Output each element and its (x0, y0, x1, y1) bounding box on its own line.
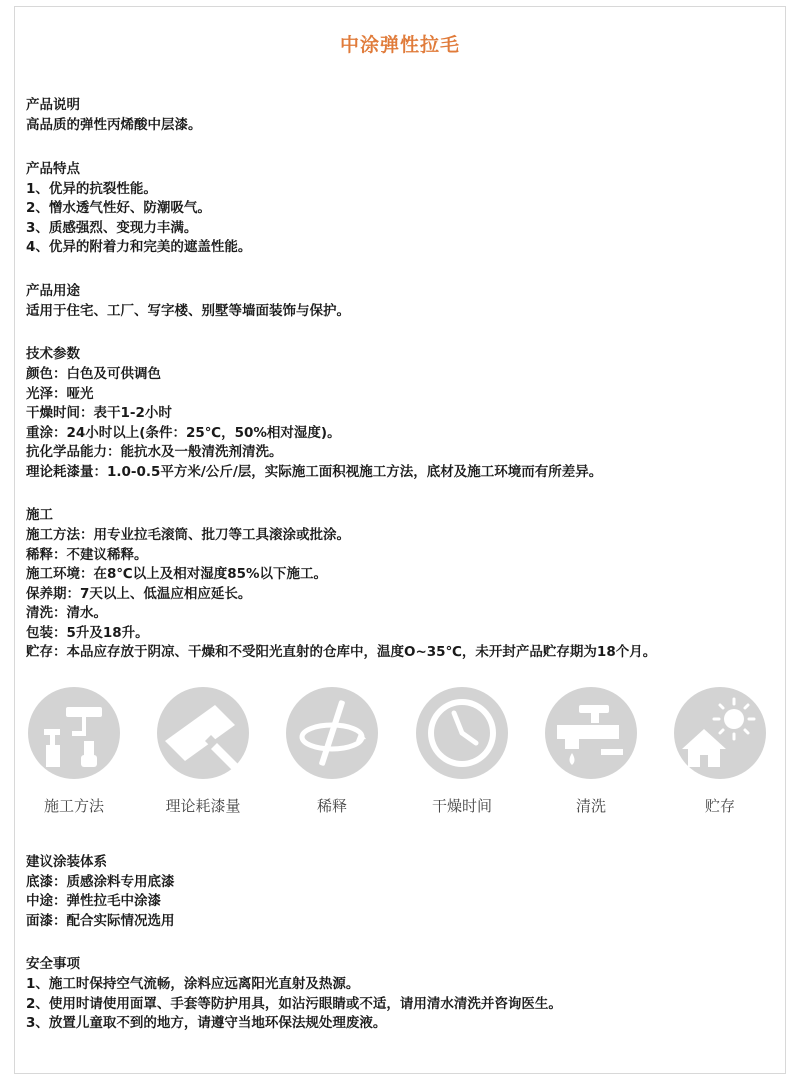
section-heading: 技术参数 (26, 346, 80, 362)
section-line: 3、放置儿童取不到的地方，请遵守当地环保法规处理废液。 (26, 1015, 387, 1031)
faucet-icon (543, 685, 639, 781)
icon-label: 干燥时间 (431, 796, 492, 815)
icon-label: 贮存 (704, 796, 735, 815)
section-line: 1、施工时保持空气流畅，涂料应远离阳光直射及热源。 (26, 976, 360, 992)
section-line: 高品质的弹性丙烯酸中层漆。 (26, 117, 202, 133)
section-line: 清洗：清水。 (26, 605, 107, 621)
icon-item (660, 685, 780, 816)
section-construction (26, 504, 776, 663)
icon-item (14, 685, 134, 816)
section-line: 4、优异的附着力和完美的遮盖性能。 (26, 239, 252, 255)
section-coating-system (26, 851, 776, 932)
section-product-description (26, 94, 776, 136)
section-line: 保养期：7天以上、低温应相应延长。 (26, 585, 252, 602)
icon-item (272, 685, 392, 816)
section-line: 1、优异的抗裂性能。 (26, 180, 157, 197)
stir-rotate-icon (284, 685, 380, 781)
section-heading: 产品说明 (26, 97, 80, 113)
icon-item (143, 685, 263, 816)
section-line: 2、憎水透气性好、防潮吸气。 (26, 200, 211, 216)
icon-row (26, 685, 776, 827)
spray-roller-icon (26, 685, 122, 781)
section-line: 理论耗漆量：1.0-0.5平方米/公斤/层，实际施工面积视施工方法，底材及施工环境而有所差异。 (26, 463, 603, 480)
section-line: 贮存：本品应存放于阴凉、干燥和不受阳光直射的仓库中，温度O~35℃，未开封产品贮存期为18个月。 (26, 644, 657, 660)
section-line: 3、质感强烈、变现力丰满。 (26, 219, 198, 236)
section-product-usage (26, 280, 776, 322)
section-line: 中途：弹性拉毛中涂漆 (26, 893, 161, 909)
section-heading: 安全事项 (26, 956, 80, 972)
page-title: 中涂弹性拉毛 (339, 34, 460, 56)
icon-label: 稀释 (316, 796, 347, 815)
section-line: 颜色：白色及可供调色 (26, 366, 161, 382)
section-line: 适用于住宅、工厂、写字楼、别墅等墙面装饰与保护。 (26, 302, 350, 319)
sun-house-icon (672, 685, 768, 781)
icon-item (531, 685, 651, 816)
section-line: 底漆：质感涂料专用底漆 (26, 873, 175, 890)
section-line: 重涂：24小时以上(条件：25℃，50%相对湿度)。 (26, 424, 341, 441)
icon-label: 施工方法 (43, 796, 104, 815)
icon-item (402, 685, 522, 816)
clock-icon (414, 685, 510, 781)
icon-label: 清洗 (575, 796, 606, 815)
section-line: 施工方法：用专业拉毛滚筒、批刀等工具滚涂或批涂。 (26, 527, 350, 543)
section-line: 稀释：不建议稀释。 (26, 546, 148, 563)
section-line: 光泽：哑光 (26, 385, 94, 402)
section-heading: 建议涂装体系 (26, 853, 107, 870)
section-line: 面漆：配合实际情况选用 (26, 912, 175, 929)
section-technical-parameters (26, 343, 776, 482)
section-safety (26, 953, 776, 1034)
content (26, 94, 776, 1056)
brush-stroke-icon (155, 685, 251, 781)
section-heading: 产品用途 (26, 282, 80, 299)
section-line: 施工环境：在8℃以上及相对湿度85%以下施工。 (26, 566, 328, 582)
icon-label: 理论耗漆量 (165, 796, 241, 815)
section-line: 2、使用时请使用面罩、手套等防护用具，如沾污眼睛或不适，请用清水清洗并咨询医生。 (26, 995, 562, 1012)
section-line: 干燥时间：表干1-2小时 (26, 405, 172, 421)
section-heading: 施工 (26, 507, 53, 523)
section-line: 包装：5升及18升。 (26, 624, 149, 641)
section-line: 抗化学品能力：能抗水及一般清洗剂清洗。 (26, 444, 283, 460)
section-heading: 产品特点 (26, 160, 80, 177)
section-product-features (26, 158, 776, 258)
